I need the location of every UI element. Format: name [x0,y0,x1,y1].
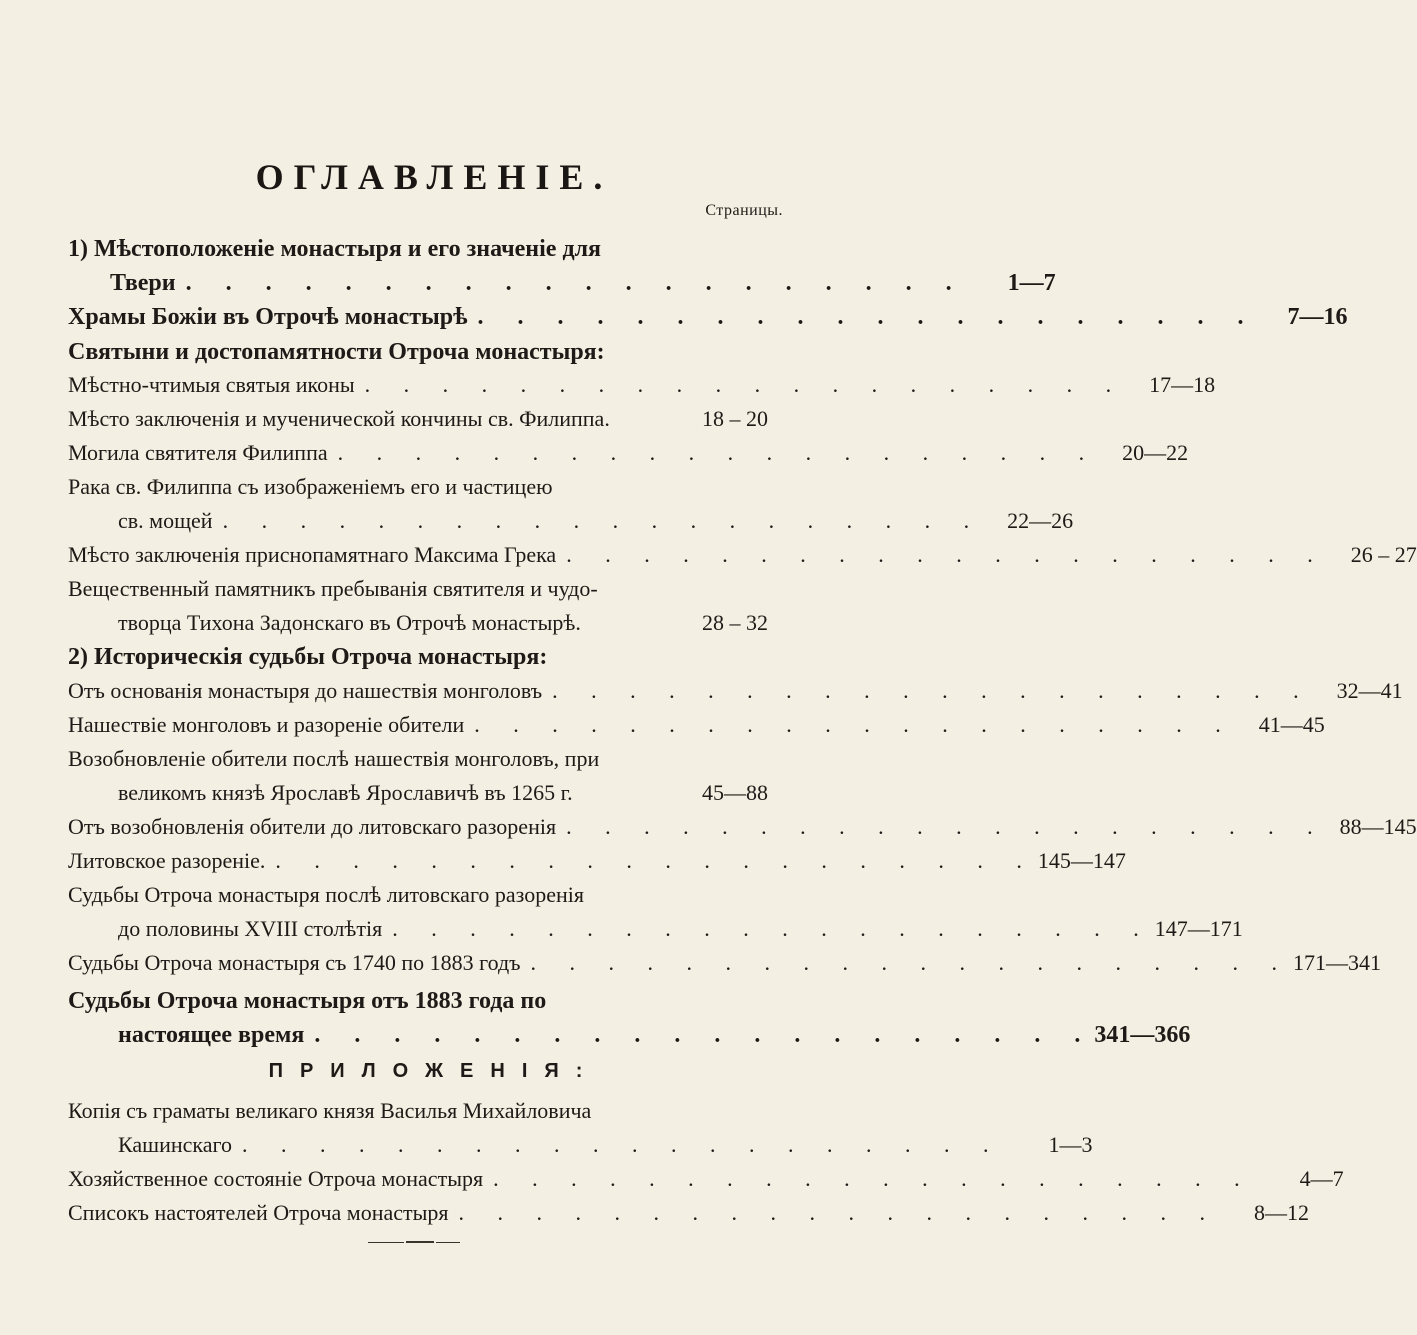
entry-text: св. мощей [118,508,213,533]
entry-pages: 7—16 [1287,304,1348,330]
entry-pages: 20—22 [1122,440,1189,465]
appendix-entry [68,1094,768,1128]
toc-entry [68,470,768,504]
appendix-entry [68,1162,1344,1196]
leader-dots: . . . . . . . . . . . . . . . . . . . . [458,1200,1220,1225]
page-title: ОГЛАВЛЕНІЕ. [255,157,613,197]
toc-entry [68,300,1348,334]
entry-text: Святыни и достопамятности Отроча монастыря: [68,339,605,365]
leader-dots: . . . . . . . . . . . . . . . . . . . . [185,270,966,296]
entry-text: Возобновленіе обители послѣ нашествія монголовъ, при [68,746,600,771]
entry-pages: 41—45 [1258,712,1325,737]
entry-pages: 145—147 [1037,848,1126,873]
pages-column-label: Страницы. [705,202,783,219]
entry-text: Судьбы Отроча монастыря послѣ литовскаго разоренія [68,882,585,907]
entry-text: Твери [110,270,176,296]
leader-dots: . . . . . . . . . . . . . . . . . . . . [275,848,1036,873]
entry-pages: 8—12 [1254,1200,1310,1225]
leader-dots: . . . . . . . . . . . . . . . . . . . . [552,678,1313,703]
toc-entry [68,878,768,912]
toc-entry [68,402,768,436]
toc-section-heading [68,640,768,674]
leader-dots: . . . . . . . . . . . . . . . . . . . . [242,1132,1003,1157]
toc-entry [68,368,1216,402]
entry-text: Нашествіе монголовъ и разореніе обители [68,712,465,737]
entry-pages: 18 – 20 [702,406,768,431]
entry-text: Отъ возобновленія обители до литовскаго разоренія [68,814,557,839]
leader-dots: . . . . . . . . . . . . . . . . . . . . [392,916,1153,941]
entry-text: Отъ основанія монастыря до нашествія монголовъ [68,678,543,703]
leader-dots: . . . . . . . . . . . . . . . . . . . . [530,950,1292,975]
toc-entry [118,1018,1191,1052]
toc-entry [68,572,768,606]
entry-text: Мѣсто заключенія и мученической кончины св. Филиппа. [68,406,610,431]
leader-dots: . . . . . . . . . . . . . . . . . . . . [477,304,1258,330]
entry-pages: 147—171 [1154,916,1243,941]
toc-entry [110,266,1056,300]
entry-pages: 1—3 [1048,1132,1093,1157]
entry-text: Кашинскаго [118,1132,232,1157]
toc-section-heading [68,335,768,369]
entry-text: Рака св. Филиппа съ изображеніемъ его и частицею [68,474,553,499]
toc-entry [68,810,1417,844]
entry-text: Мѣстно-чтимыя святыя иконы [68,372,355,397]
entry-text: 2) Историческія судьбы Отроча монастыря: [68,644,548,670]
appendix-title: ПРИЛОЖЕНІЯ: [268,1060,600,1082]
entry-text: творца Тихона Задонскаго въ Отрочѣ монастырѣ. [118,610,581,635]
toc-entry [68,844,1126,878]
entry-text: великомъ князѣ Ярославѣ Ярославичѣ въ 1265 г. [118,780,573,805]
leader-dots: . . . . . . . . . . . . . . . . . . . . [364,372,1126,397]
entry-text: Вещественный памятникъ пребыванія святителя и чудо- [68,576,598,601]
entry-pages: 45—88 [702,780,768,805]
entry-text: Мѣсто заключенія приснопамятнаго Максима Грека [68,542,557,567]
toc-entry [118,504,1074,538]
entry-pages: 88—145 [1339,814,1417,839]
appendix-entry [118,1128,1093,1162]
toc-entry [68,436,1189,470]
entry-pages: 4—7 [1299,1166,1344,1191]
toc-entry [118,912,1243,946]
entry-pages: 341—366 [1094,1022,1191,1048]
entry-text: Могила святителя Филиппа [68,440,328,465]
entry-text: Списокъ настоятелей Отроча монастыря [68,1200,449,1225]
entry-pages: 17—18 [1149,372,1216,397]
leader-dots: . . . . . . . . . . . . . . . . . . . . [314,1022,1095,1048]
entry-text: Хозяйственное состояніе Отроча монастыря [68,1166,484,1191]
leader-dots: . . . . . . . . . . . . . . . . . . . . [566,814,1327,839]
toc-entry [68,674,1403,708]
entry-text: Судьбы Отроча монастыря съ 1740 по 1883 годъ [68,950,521,975]
leader-dots: . . . . . . . . . . . . . . . . . . . . [222,508,984,533]
entry-pages: 28 – 32 [702,610,768,635]
entry-pages: 171—341 [1293,950,1382,975]
toc-entry [118,776,768,810]
entry-pages: 26 – 27 [1350,542,1417,567]
leader-dots: . . . . . . . . . . . . . . . . . . . . [337,440,1099,465]
entry-text: Литовское разореніе. [68,848,266,873]
appendix-entry [68,1196,1310,1230]
entry-pages: 32—41 [1336,678,1403,703]
entry-pages: 1—7 [1007,270,1056,296]
leader-dots: . . . . . . . . . . . . . . . . . . . . [493,1166,1254,1191]
entry-pages: 22—26 [1007,508,1074,533]
ornament-divider [368,1240,460,1244]
toc-entry [68,538,1417,572]
toc-entry [68,946,1382,980]
toc-entry [68,232,768,266]
toc-entry [68,984,768,1018]
entry-text: Судьбы Отроча монастыря отъ 1883 года по [68,988,547,1014]
toc-entry [68,708,1325,742]
entry-text: Копія съ граматы великаго князя Василья Михайловича [68,1098,592,1123]
leader-dots: . . . . . . . . . . . . . . . . . . . . [474,712,1235,737]
entry-text: Храмы Божіи въ Отрочѣ монастырѣ [68,304,468,330]
entry-text: настоящее время [118,1022,305,1048]
entry-text: до половины XVIII столѣтія [118,916,383,941]
toc-entry [118,606,768,640]
leader-dots: . . . . . . . . . . . . . . . . . . . . [566,542,1327,567]
entry-text: 1) Мѣстоположеніе монастыря и его значеніе для [68,236,602,262]
toc-entry [68,742,768,776]
